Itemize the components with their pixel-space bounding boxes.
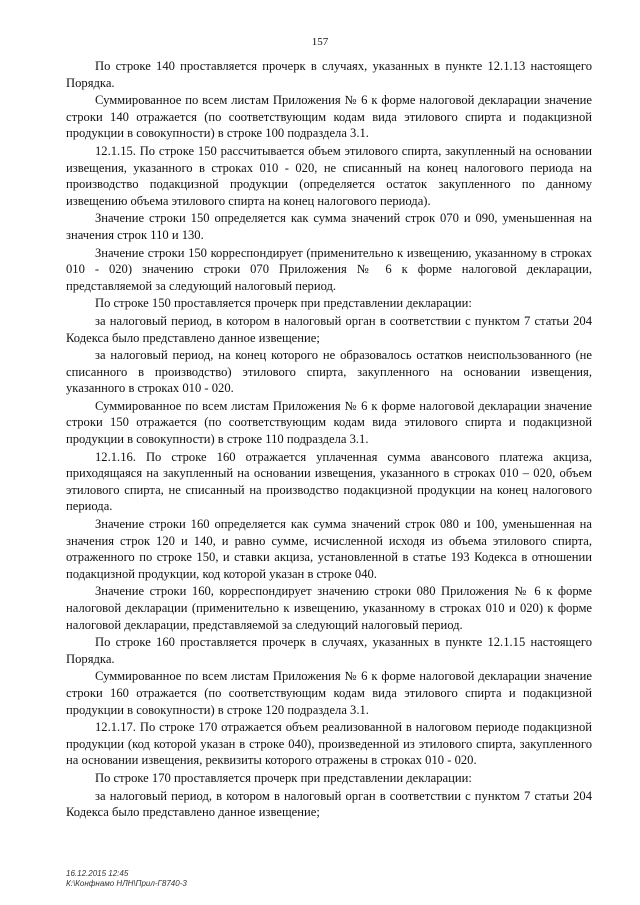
- paragraph: за налоговый период, в котором в налоговый орган в соответствии с пунктом 7 статьи 204 Кодекса было представлено данное извещение;: [66, 313, 592, 345]
- paragraph: Суммированное по всем листам Приложения № 6 к форме налоговой декларации значение строки 160 отражается (по соответствующим кодам вида этилового спирта и подакцизной продукции в совокупности) в строке 120 подраздела 3.1.: [66, 669, 592, 717]
- paragraph: за налоговый период, на конец которого не образовалось остатков неиспользованного (не списанного в производство) этилового спирта, закупленного на основании извещения, указанного в строках 010 - 020.: [66, 348, 592, 396]
- paragraph: По строке 140 проставляется прочерк в случаях, указанных в пункте 12.1.13 настоящего Порядка.: [66, 59, 592, 90]
- paragraph: Значение строки 150 корреспондирует (применительно к извещению, указанному в строках 010 - 020) значению строки 070 Приложения № 6 к форме налоговой декларации, представляемой за следующий налоговый период.: [66, 245, 592, 293]
- document-body: [66, 58, 592, 822]
- paragraph: По строке 170 проставляется прочерк при представлении декларации:: [95, 770, 472, 785]
- paragraph: Суммированное по всем листам Приложения № 6 к форме налоговой декларации значение строки 150 отражается (по соответствующим кодам вида этилового спирта и подакцизной продукции в совокупности) в строке 110 подраздела 3.1.: [66, 398, 592, 447]
- paragraph: Суммированное по всем листам Приложения № 6 к форме налоговой декларации значение строки 140 отражается (по соответствующим кодам вида этилового спирта и подакцизной продукции в совокупности) в строке 100 подраздела 3.1.: [66, 93, 592, 141]
- footer-stamp: [66, 869, 187, 889]
- paragraph: за налоговый период, в котором в налоговый орган в соответствии с пунктом 7 статьи 204 Кодекса было представлено данное извещение;: [66, 788, 592, 820]
- paragraph: По строке 160 проставляется прочерк в случаях, указанных в пункте 12.1.15 настоящего Порядка.: [66, 635, 592, 666]
- paragraph: Значение строки 160 определяется как сумма значений строк 080 и 100, уменьшенная на значения строк 120 и 140, и равно сумме, исчисленной исходя из объема этилового спирта, отраженного по строке 150, и ставки акциза, установленной в статье 193 Кодекса в отношении подакцизной продукции, код которой указан в строке 040.: [66, 517, 592, 581]
- paragraph: По строке 150 проставляется прочерк при представлении декларации:: [95, 296, 472, 311]
- footer-date: 16.12.2015 12:45: [66, 869, 129, 878]
- paragraph: 12.1.16. По строке 160 отражается уплаченная сумма авансового платежа акциза, приходящаяся на закупленный на основании извещения, указанного в строках 010 – 020, объем этилового спирта, не списанный на производство подакцизной продукции на конец налогового периода.: [66, 449, 592, 514]
- paragraph: Значение строки 150 определяется как сумма значений строк 070 и 090, уменьшенная на значения строк 110 и 130.: [66, 211, 592, 242]
- page-number: 157: [311, 36, 329, 48]
- paragraph: 12.1.17. По строке 170 отражается объем реализованной в налоговом периоде подакцизной продукции (код которой указан в строке 040), произведенной из этилового спирта, закупленного на основании извещения, реквизиты которого отражены в строках 010 - 020.: [66, 720, 592, 768]
- footer-file-path: К:\Конфнамо НЛН\Прил-Г8740-3: [66, 879, 187, 888]
- paragraph: Значение строки 160, корреспондирует значению строки 080 Приложения № 6 к форме налоговой декларации (применительно к извещению, указанному в строках 010 и 020) к форме налоговой декларации, представляемой за следующий налоговый период.: [66, 584, 592, 632]
- paragraph: 12.1.15. По строке 150 рассчитывается объем этилового спирта, закупленный на основании извещения, указанного в строках 010 - 020, не списанный на конец налогового периода на производство подакцизной продукции (определяется остаток закупленного по данному извещению объема этилового спирта на конец налогового периода).: [66, 143, 592, 208]
